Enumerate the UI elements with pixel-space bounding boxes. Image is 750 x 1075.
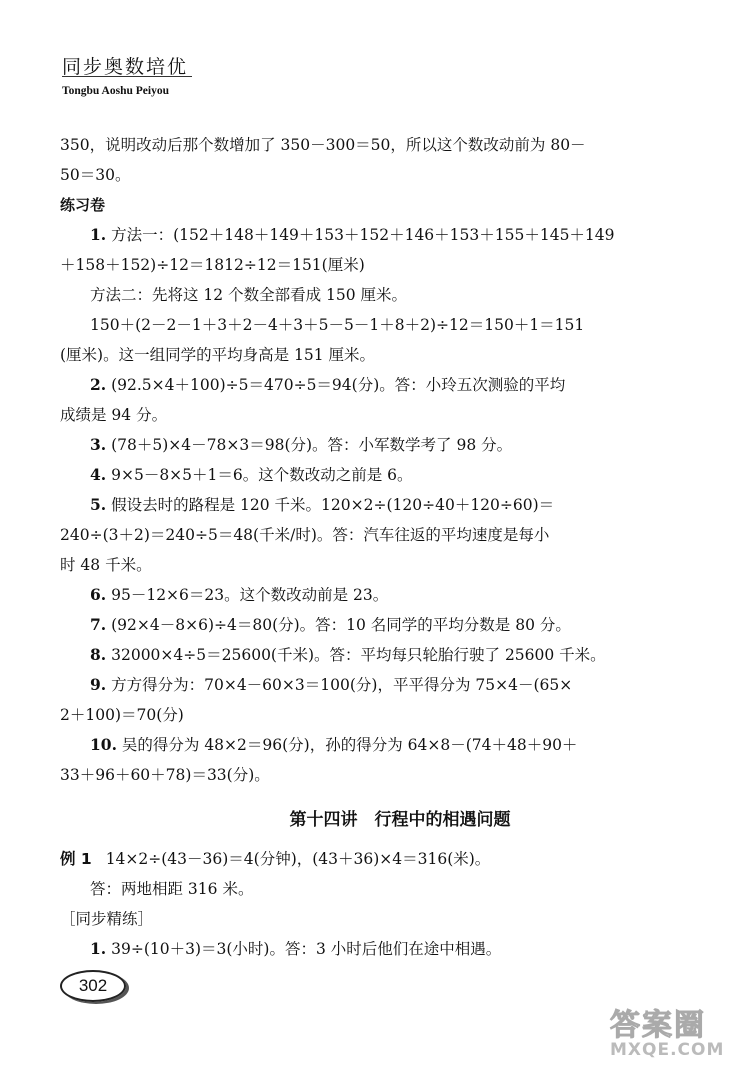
item-number: 9. bbox=[90, 675, 107, 694]
book-title-pinyin: Tongbu Aoshu Peiyou bbox=[62, 85, 169, 97]
answer-item: 6. 95－12×6＝23。这个数改动前是 23。 bbox=[90, 585, 389, 604]
running-header bbox=[62, 52, 188, 97]
answer-item: 1. 39÷(10＋3)＝3(小时)。答：3 小时后他们在途中相遇。 bbox=[90, 939, 502, 958]
chapter-title: 第十四讲 行程中的相遇问题 bbox=[289, 810, 511, 830]
item-number: 4. bbox=[90, 465, 107, 484]
item-number: 6. bbox=[90, 585, 107, 604]
text-line: 150＋(2－2－1＋3＋2－4＋3＋5－5－1＋8＋2)÷12＝150＋1＝151 bbox=[90, 316, 585, 334]
answer-item: 9. 方方得分为：70×4－60×3＝100(分)，平平得分为 75×4－(65× bbox=[90, 675, 573, 694]
text-line: 240÷(3＋2)＝240÷5＝48(千米/时)。答：汽车往返的平均速度是每小 bbox=[60, 526, 550, 544]
answer-item: 7. (92×4－8×6)÷4＝80(分)。答：10 名同学的平均分数是 80 分。 bbox=[90, 615, 571, 634]
answer-item: 10. 吴的得分为 48×2＝96(分)，孙的得分为 64×8－(74＋48＋90＋ bbox=[90, 735, 578, 754]
text-line: 50＝30。 bbox=[60, 166, 131, 184]
book-title: 同步奥数培优 bbox=[62, 56, 189, 78]
item-number: 2. bbox=[90, 375, 107, 394]
section-heading: 练习卷 bbox=[60, 196, 106, 214]
text-line: (厘米)。这一组同学的平均身高是 151 厘米。 bbox=[60, 346, 376, 364]
item-number: 1. bbox=[90, 939, 107, 958]
example-label: 例 1 bbox=[60, 850, 92, 868]
item-number: 10. bbox=[90, 735, 117, 754]
watermark-text: 答案圈 bbox=[610, 1008, 706, 1043]
answer-item: 5. 假设去时的路程是 120 千米。120×2÷(120÷40＋120÷60)＝ bbox=[90, 495, 555, 514]
text-line: 350，说明改动后那个数增加了 350－300＝50，所以这个数改动前为 80－ bbox=[60, 136, 586, 154]
watermark-url: MXQE.COM bbox=[610, 1040, 725, 1060]
page-body bbox=[60, 130, 700, 964]
answer-item: 2. (92.5×4＋100)÷5＝470÷5＝94(分)。答：小玲五次测验的平均 bbox=[90, 375, 566, 394]
item-number: 8. bbox=[90, 645, 107, 664]
answer-item: 4. 9×5－8×5＋1＝6。这个数改动之前是 6。 bbox=[90, 465, 413, 484]
practice-header: ［同步精练］ bbox=[60, 910, 154, 928]
text-line: 方法二：先将这 12 个数全部看成 150 厘米。 bbox=[90, 286, 408, 304]
item-number: 1. bbox=[90, 225, 107, 244]
header-divider bbox=[62, 76, 192, 77]
watermark-logo bbox=[610, 1000, 745, 1070]
text-line: 2＋100)＝70(分) bbox=[60, 706, 184, 724]
answer-item: 8. 32000×4÷5＝25600(千米)。答：平均每只轮胎行驶了 25600 千米。 bbox=[90, 645, 606, 664]
item-number: 7. bbox=[90, 615, 107, 634]
example-line: 例 1 14×2÷(43－36)＝4(分钟)，(43＋36)×4＝316(米)。 bbox=[60, 850, 491, 868]
answer-item: 1. 方法一：(152＋148＋149＋153＋152＋146＋153＋155＋145＋149 bbox=[90, 225, 615, 244]
text-line: 时 48 千米。 bbox=[60, 556, 152, 574]
text-line: 成绩是 94 分。 bbox=[60, 406, 168, 424]
text-line: ＋158＋152)÷12＝1812÷12＝151(厘米) bbox=[60, 256, 365, 274]
example-answer: 答：两地相距 316 米。 bbox=[90, 880, 254, 898]
page-number: 302 bbox=[60, 970, 126, 1002]
answer-item: 3. (78＋5)×4－78×3＝98(分)。答：小军数学考了 98 分。 bbox=[90, 435, 513, 454]
item-number: 3. bbox=[90, 435, 107, 454]
item-number: 5. bbox=[90, 495, 107, 514]
text-line: 33＋96＋60＋78)＝33(分)。 bbox=[60, 766, 270, 784]
